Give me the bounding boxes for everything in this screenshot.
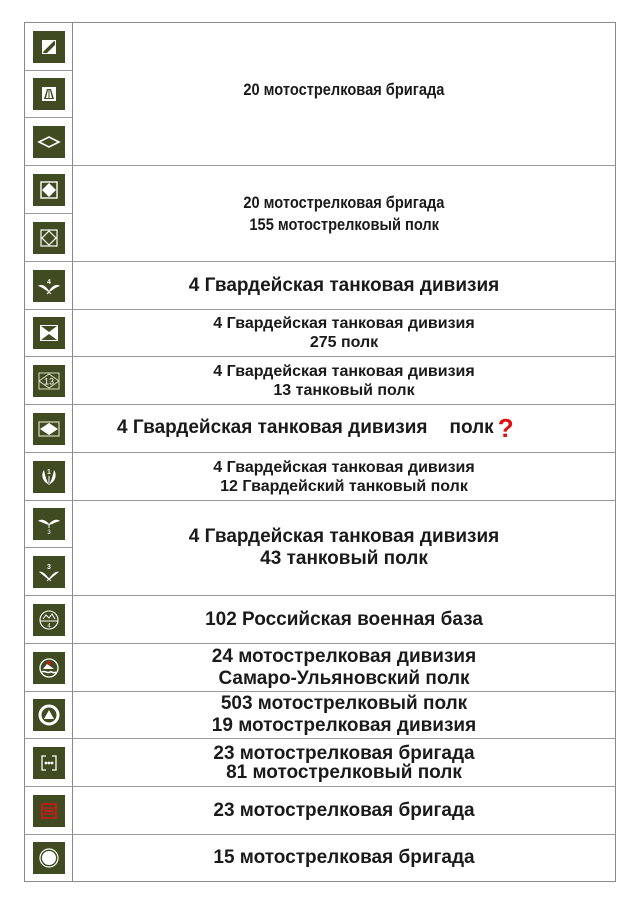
row-4 — [73, 310, 615, 357]
row-12 — [73, 739, 615, 787]
icon-cell — [25, 357, 72, 405]
filled-diamond-rect-icon — [33, 413, 65, 445]
diamond-outline-icon — [33, 126, 65, 158]
row-text-regiment: полк — [449, 417, 494, 439]
units-table — [24, 22, 616, 882]
bracket-dots-icon — [33, 747, 65, 779]
bowtie-icon — [33, 317, 65, 349]
square-outline-diamond-icon — [33, 222, 65, 254]
row-text-line: 275 полк — [309, 334, 379, 351]
row-text-line: 4 Гвардейская танковая дивизия — [188, 526, 500, 547]
square-diagonal-slash-icon — [33, 31, 65, 63]
row-text-line: 81 мотострелковый полк — [226, 761, 462, 783]
icon-cell — [25, 23, 72, 71]
row-text-line: 155 мотострелковый полк — [249, 214, 439, 234]
row-10 — [73, 644, 615, 692]
circle-triangle-icon — [33, 699, 65, 731]
row-text-line: 24 мотострелковая дивизия — [211, 645, 477, 667]
row-text-line: 12 Гвардейский танковый полк — [220, 477, 468, 495]
icon-cell — [25, 739, 72, 787]
row-text-line: 102 Российская военная база — [205, 608, 483, 630]
circle-mountain-river-icon — [33, 652, 65, 684]
svg-text:13: 13 — [43, 376, 54, 386]
row-text-line: 19 мотострелковая дивизия — [211, 715, 477, 736]
row-text-line: 23 мотострелковая бригада — [213, 799, 475, 821]
icon-cell — [25, 835, 72, 881]
icon-cell — [25, 118, 72, 166]
svg-text:1: 1 — [46, 468, 51, 476]
row-text-line: 4 Гвардейская танковая дивизия — [213, 362, 475, 380]
wings-3-bottom-icon — [33, 508, 65, 540]
icon-cell — [25, 548, 72, 596]
row-text-line: 4 Гвардейская танковая дивизия — [213, 315, 475, 332]
row-text-line: 503 мотострелковый полк — [220, 693, 468, 714]
icon-cell — [25, 787, 72, 835]
icon-cell — [25, 501, 72, 548]
icon-cell — [25, 166, 72, 214]
row-text-line: 4 Гвардейская танковая дивизия — [188, 274, 500, 296]
row-6 — [73, 405, 615, 453]
row-text-line: 20 мотострелковая бригада — [243, 192, 445, 212]
row-text-line: 4 Гвардейская танковая дивизия — [213, 458, 475, 476]
svg-text:4: 4 — [46, 623, 51, 629]
icon-cell — [25, 453, 72, 501]
svg-text:3: 3 — [46, 563, 51, 571]
row-text-line: 15 мотострелковая бригада — [213, 847, 475, 868]
svg-text:3: 3 — [46, 530, 51, 536]
row-3 — [73, 262, 615, 310]
row-1 — [73, 23, 615, 166]
icon-cell — [25, 71, 72, 118]
row-text-line: Самаро-Ульяновский полк — [218, 667, 470, 689]
row-11 — [73, 692, 615, 739]
row-text-line — [117, 413, 514, 444]
row-13 — [73, 787, 615, 835]
icon-cell — [25, 644, 72, 692]
row-text-line: 20 мотострелковая бригада — [243, 80, 445, 99]
icon-cell — [25, 692, 72, 739]
row-14 — [73, 835, 615, 881]
row-7 — [73, 453, 615, 501]
row-text-division: 4 Гвардейская танковая дивизия — [117, 417, 428, 439]
icon-cell — [25, 214, 72, 262]
square-filled-diamond-icon — [33, 174, 65, 206]
icon-cell — [25, 262, 72, 310]
row-text-line: 13 танковый полк — [273, 381, 415, 399]
row-8 — [73, 501, 615, 596]
wings-3-top-icon — [33, 556, 65, 588]
row-text-line: 43 танковый полк — [260, 548, 428, 569]
icon-cell — [25, 405, 72, 453]
circle-mountain-4-icon — [33, 604, 65, 636]
wings-4-icon — [33, 270, 65, 302]
icon-cell — [25, 596, 72, 644]
icon-column — [25, 23, 73, 881]
red-bracket-dots-icon — [33, 795, 65, 827]
diamond-13-icon — [33, 365, 65, 397]
question-mark-icon: ? — [497, 413, 514, 444]
double-circle-icon — [33, 842, 65, 874]
svg-text:4: 4 — [46, 278, 51, 286]
row-2 — [73, 166, 615, 262]
icon-cell — [25, 310, 72, 357]
row-9 — [73, 596, 615, 644]
square-trapezoid-icon — [33, 78, 65, 110]
row-text-line: 23 мотострелковая бригада — [213, 742, 475, 764]
wings-1-icon — [33, 461, 65, 493]
row-5 — [73, 357, 615, 405]
